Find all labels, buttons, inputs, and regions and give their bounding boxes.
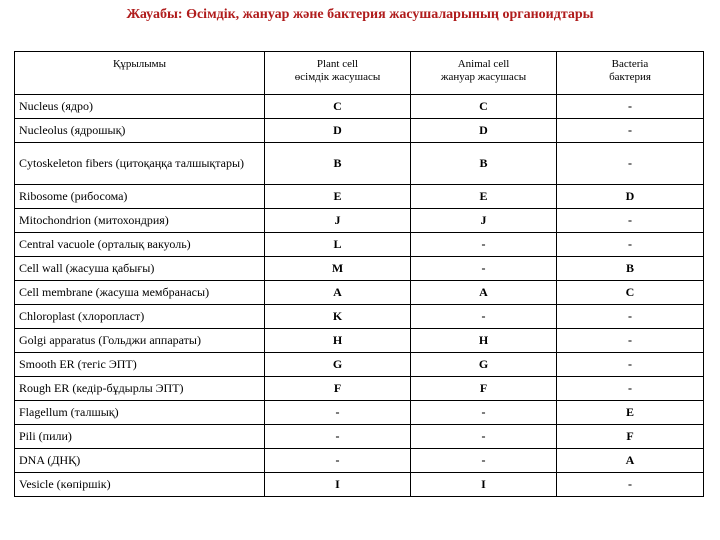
bacteria-value: - bbox=[557, 376, 704, 400]
organelle-name: Ribosome (рибосома) bbox=[15, 184, 265, 208]
header-bacteria bbox=[557, 52, 704, 95]
plant-cell-value: - bbox=[265, 448, 411, 472]
organelle-name: Cell membrane (жасуша мембранасы) bbox=[15, 280, 265, 304]
table-row bbox=[15, 448, 704, 472]
plant-cell-value: K bbox=[265, 304, 411, 328]
organelle-name: Mitochondrion (митохондрия) bbox=[15, 208, 265, 232]
organelles-table bbox=[14, 51, 704, 497]
table-row bbox=[15, 208, 704, 232]
animal-cell-value: J bbox=[411, 208, 557, 232]
organelle-name: Nucleus (ядро) bbox=[15, 95, 265, 119]
table-row bbox=[15, 184, 704, 208]
header-plant-en: Plant cell bbox=[316, 58, 359, 70]
plant-cell-value: L bbox=[265, 232, 411, 256]
table-row bbox=[15, 95, 704, 119]
table-body bbox=[15, 95, 704, 497]
animal-cell-value: D bbox=[411, 119, 557, 143]
organelle-name: Vesicle (көпіршік) bbox=[15, 472, 265, 496]
animal-cell-value: E bbox=[411, 184, 557, 208]
animal-cell-value: - bbox=[411, 400, 557, 424]
plant-cell-value: - bbox=[265, 424, 411, 448]
animal-cell-value: H bbox=[411, 328, 557, 352]
header-animal-en: Animal cell bbox=[457, 58, 510, 70]
bacteria-value: - bbox=[557, 472, 704, 496]
header-plant-kz: өсімдік жасушасы bbox=[294, 71, 381, 83]
table-row bbox=[15, 376, 704, 400]
organelle-name: Pili (пили) bbox=[15, 424, 265, 448]
plant-cell-value: - bbox=[265, 400, 411, 424]
bacteria-value: - bbox=[557, 119, 704, 143]
organelle-name: Golgi apparatus (Гольджи аппараты) bbox=[15, 328, 265, 352]
animal-cell-value: - bbox=[411, 448, 557, 472]
table-header-row bbox=[15, 52, 704, 95]
bacteria-value: - bbox=[557, 208, 704, 232]
header-animal bbox=[411, 52, 557, 95]
table-row bbox=[15, 304, 704, 328]
header-animal-kz: жануар жасушасы bbox=[440, 71, 527, 83]
animal-cell-value: G bbox=[411, 352, 557, 376]
plant-cell-value: J bbox=[265, 208, 411, 232]
bacteria-value: - bbox=[557, 143, 704, 185]
header-bacteria-en: Bacteria bbox=[611, 58, 649, 70]
plant-cell-value: G bbox=[265, 352, 411, 376]
table-row bbox=[15, 119, 704, 143]
animal-cell-value: - bbox=[411, 232, 557, 256]
header-plant bbox=[265, 52, 411, 95]
organelle-name: DNA (ДНҚ) bbox=[15, 448, 265, 472]
plant-cell-value: M bbox=[265, 256, 411, 280]
bacteria-value: - bbox=[557, 95, 704, 119]
table-row bbox=[15, 472, 704, 496]
plant-cell-value: I bbox=[265, 472, 411, 496]
organelle-name: Flagellum (талшық) bbox=[15, 400, 265, 424]
organelle-name: Central vacuole (орталық вакуоль) bbox=[15, 232, 265, 256]
plant-cell-value: F bbox=[265, 376, 411, 400]
table-row bbox=[15, 280, 704, 304]
organelle-name: Smooth ER (тегіс ЭПТ) bbox=[15, 352, 265, 376]
bacteria-value: F bbox=[557, 424, 704, 448]
animal-cell-value: C bbox=[411, 95, 557, 119]
page-title: Жауабы: Өсімдік, жануар және бактерия жасушаларының органоидтары bbox=[126, 7, 594, 22]
plant-cell-value: D bbox=[265, 119, 411, 143]
header-bacteria-kz: бактерия bbox=[609, 71, 651, 83]
organelle-name: Nucleolus (ядрошық) bbox=[15, 119, 265, 143]
animal-cell-value: - bbox=[411, 256, 557, 280]
bacteria-value: E bbox=[557, 400, 704, 424]
animal-cell-value: F bbox=[411, 376, 557, 400]
bacteria-value: B bbox=[557, 256, 704, 280]
table-row bbox=[15, 256, 704, 280]
plant-cell-value: B bbox=[265, 143, 411, 185]
table-row bbox=[15, 400, 704, 424]
table-row bbox=[15, 424, 704, 448]
animal-cell-value: B bbox=[411, 143, 557, 185]
plant-cell-value: E bbox=[265, 184, 411, 208]
header-structure: Құрылымы bbox=[15, 52, 265, 95]
bacteria-value: - bbox=[557, 328, 704, 352]
plant-cell-value: A bbox=[265, 280, 411, 304]
plant-cell-value: C bbox=[265, 95, 411, 119]
bacteria-value: - bbox=[557, 232, 704, 256]
table-row bbox=[15, 352, 704, 376]
bacteria-value: C bbox=[557, 280, 704, 304]
organelle-name: Cell wall (жасуша қабығы) bbox=[15, 256, 265, 280]
table-row bbox=[15, 143, 704, 185]
organelle-name: Cytoskeleton fibers (цитоқаңқа талшықтары) bbox=[15, 143, 265, 185]
organelle-name: Rough ER (кедір-бұдырлы ЭПТ) bbox=[15, 376, 265, 400]
animal-cell-value: I bbox=[411, 472, 557, 496]
bacteria-value: A bbox=[557, 448, 704, 472]
bacteria-value: - bbox=[557, 304, 704, 328]
animal-cell-value: A bbox=[411, 280, 557, 304]
bacteria-value: D bbox=[557, 184, 704, 208]
table-row bbox=[15, 232, 704, 256]
animal-cell-value: - bbox=[411, 304, 557, 328]
organelle-name: Chloroplast (хлоропласт) bbox=[15, 304, 265, 328]
animal-cell-value: - bbox=[411, 424, 557, 448]
table-row bbox=[15, 328, 704, 352]
plant-cell-value: H bbox=[265, 328, 411, 352]
bacteria-value: - bbox=[557, 352, 704, 376]
